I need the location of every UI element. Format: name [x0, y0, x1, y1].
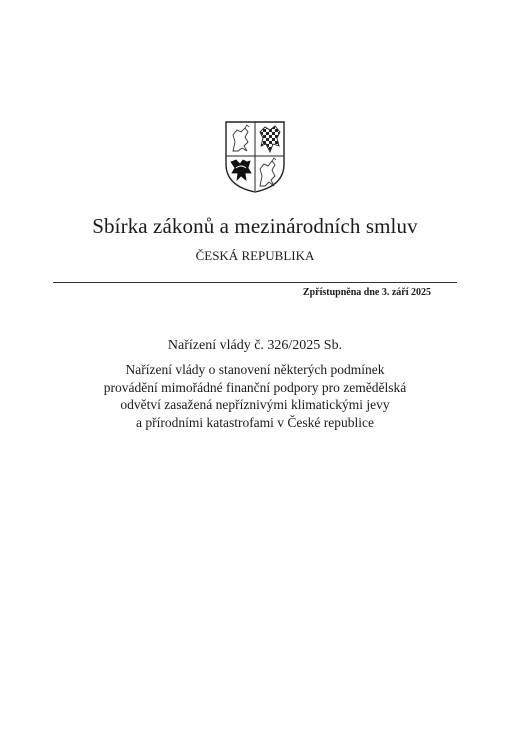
document-title-line: odvětví zasažená nepříznivými klimatickými jevy [120, 397, 390, 413]
document-title [0, 361, 510, 431]
document-title-line: a přírodními katastrofami v České republice [135, 414, 375, 430]
country-name: ČESKÁ REPUBLIKA [195, 248, 315, 263]
document-title-line: Nařízení vlády o stanovení některých podmínek [125, 362, 385, 377]
document-number: Nařízení vlády č. 326/2025 Sb. [167, 338, 343, 353]
collection-title: Sbírka zákonů a mezinárodních smluv [92, 214, 418, 238]
header-divider [53, 282, 457, 283]
czech-coat-of-arms-icon [224, 120, 286, 194]
document-title-line: provádění mimořádné finanční podpory pro zemědělská [103, 379, 407, 395]
publication-date: Zpřístupněna dne 3. září 2025 [302, 287, 431, 298]
